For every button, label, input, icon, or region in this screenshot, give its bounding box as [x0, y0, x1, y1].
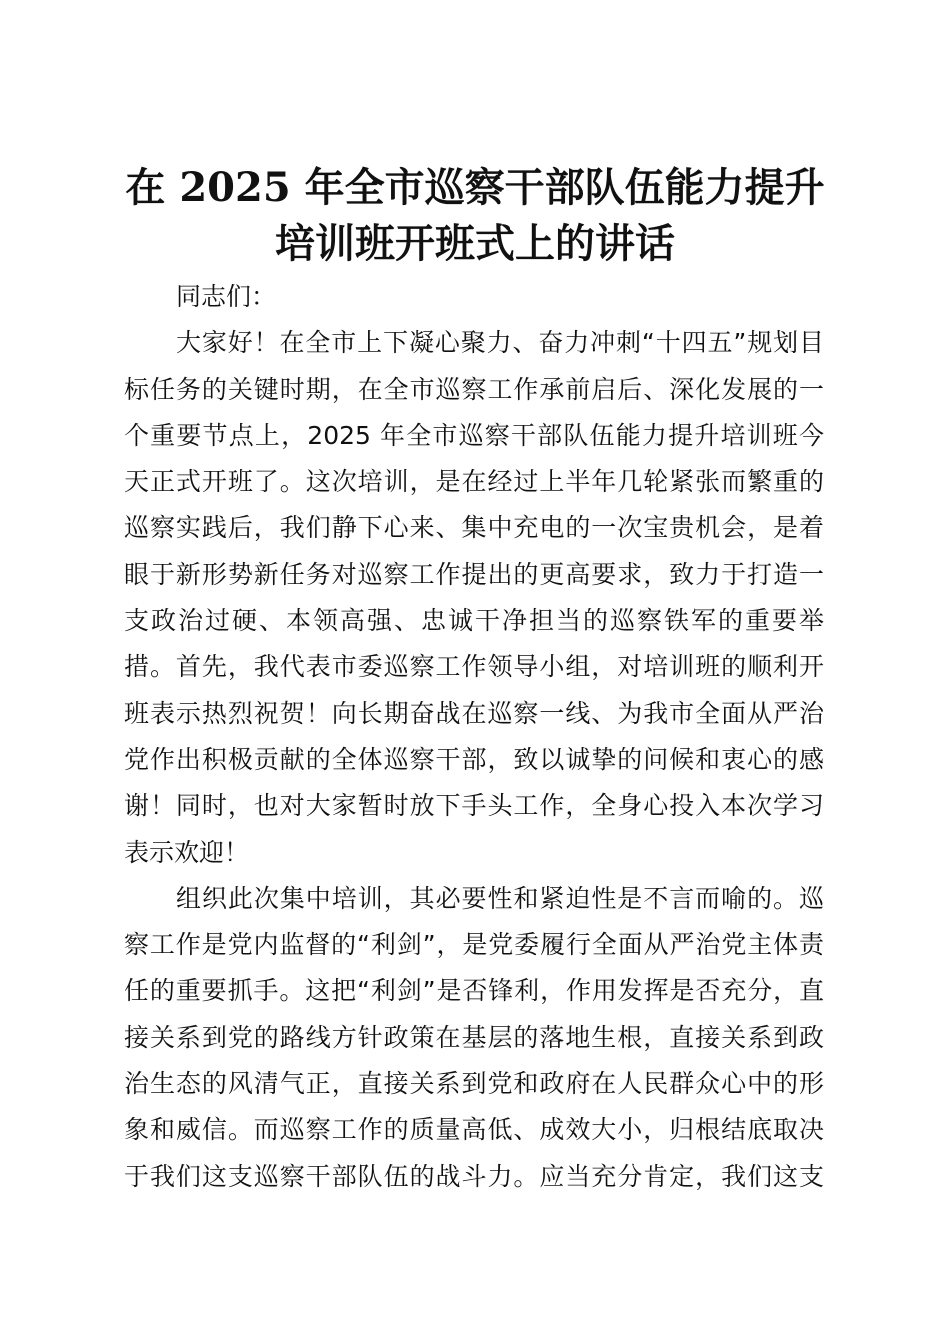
paragraph-line: 接关系到党的路线方针政策在基层的落地生根，直接关系到政 — [124, 1022, 824, 1052]
paragraph-line: 任的重要抓手。这把“利剑”是否锋利，作用发挥是否充分，直 — [124, 976, 824, 1006]
document-body — [124, 274, 824, 1200]
paragraph-line: 表示欢迎！ — [124, 837, 250, 867]
paragraph-line: 标任务的关键时期，在全市巡察工作承前启后、深化发展的一 — [124, 374, 824, 404]
paragraph-line: 班表示热烈祝贺！向长期奋战在巡察一线、为我市全面从严治 — [124, 698, 824, 728]
paragraph-line: 象和威信。而巡察工作的质量高低、成效大小，归根结底取决 — [124, 1115, 824, 1145]
paragraph-line: 党作出积极贡献的全体巡察干部，致以诚挚的问候和衷心的感 — [124, 744, 824, 774]
paragraph-line: 谢！同时，也对大家暂时放下手头工作，全身心投入本次学习 — [124, 791, 824, 821]
title-line-2: 培训班开班式上的讲话 — [275, 220, 675, 267]
paragraph-line: 治生态的风清气正，直接关系到党和政府在人民群众心中的形 — [124, 1069, 824, 1099]
title-line-1: 在 2025 年全市巡察干部队伍能力提升 — [125, 164, 825, 211]
paragraph-line: 察工作是党内监督的“利剑”，是党委履行全面从严治党主体责 — [124, 930, 824, 960]
document-title — [100, 160, 850, 272]
paragraph-line: 于我们这支巡察干部队伍的战斗力。应当充分肯定，我们这支 — [124, 1161, 824, 1191]
paragraph-line: 措。首先，我代表市委巡察工作领导小组，对培训班的顺利开 — [124, 652, 824, 682]
paragraph-line: 大家好！在全市上下凝心聚力、奋力冲刺“十四五”规划目 — [176, 328, 824, 358]
paragraph-line: 个重要节点上，2025 年全市巡察干部队伍能力提升培训班今 — [124, 420, 824, 450]
paragraph-line: 支政治过硬、本领高强、忠诚干净担当的巡察铁军的重要举 — [124, 606, 824, 636]
paragraph-line: 组织此次集中培训，其必要性和紧迫性是不言而喻的。巡 — [176, 883, 824, 913]
paragraph-1 — [124, 320, 824, 876]
paragraph-2 — [124, 876, 824, 1200]
paragraph-line: 眼于新形势新任务对巡察工作提出的更高要求，致力于打造一 — [124, 559, 824, 589]
paragraph-line: 巡察实践后，我们静下心来、集中充电的一次宝贵机会，是着 — [124, 513, 824, 543]
paragraph-line: 天正式开班了。这次培训，是在经过上半年几轮紧张而繁重的 — [124, 467, 824, 497]
salutation: 同志们： — [176, 282, 277, 311]
